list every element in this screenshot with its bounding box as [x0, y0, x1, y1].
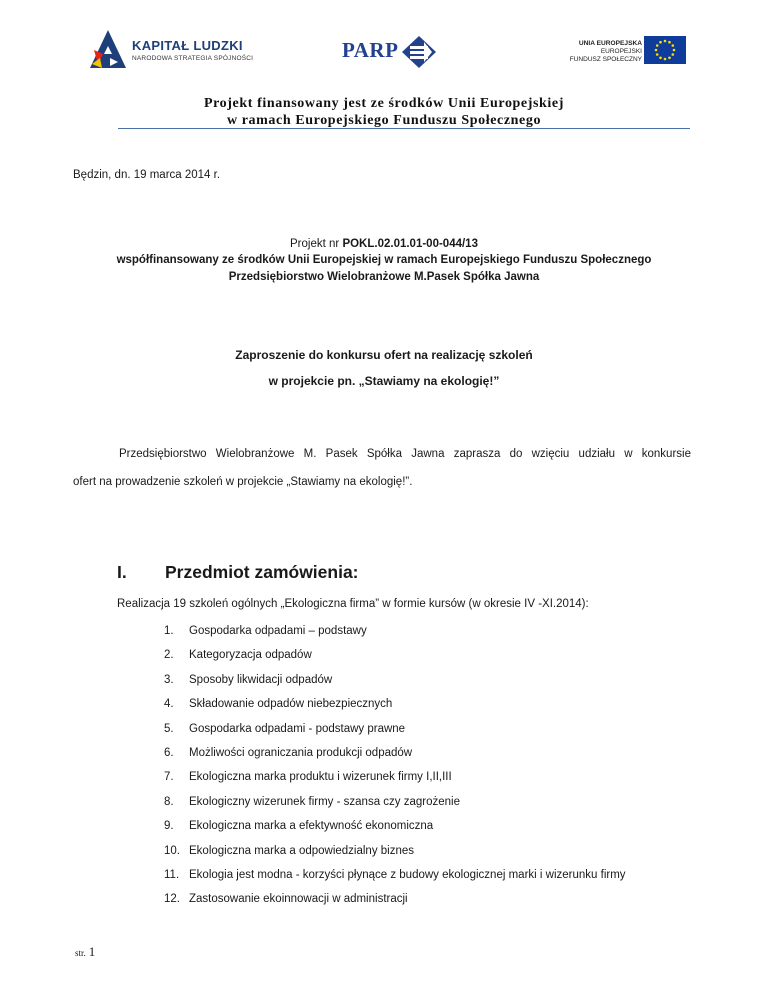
kapital-ludzki-subtitle: NARODOWA STRATEGIA SPÓJNOŚCI — [132, 55, 254, 62]
list-item-text: Składowanie odpadów niebezpiecznych — [189, 698, 393, 711]
list-item-number: 6. — [164, 746, 174, 759]
list-item-text: Ekologiczna marka a efektywność ekonomiczna — [189, 820, 434, 833]
list-item-number: 11. — [164, 868, 180, 881]
training-list — [164, 622, 626, 915]
list-item-number: 12. — [164, 893, 180, 906]
list-item-text: Zastosowanie ekoinnowacji w administracji — [189, 893, 408, 906]
header-divider — [118, 128, 690, 129]
list-item — [164, 622, 626, 646]
list-item-text: Kategoryzacja odpadów — [189, 649, 312, 662]
invitation-subtitle: w projekcie pn. „Stawiamy na ekologię!” — [268, 374, 500, 388]
list-item — [164, 720, 626, 744]
list-item-text: Możliwości ograniczania produkcji odpadów — [189, 746, 413, 759]
project-number: POKL.02.01.01-00-044/13 — [342, 238, 478, 250]
page-number: 1 — [88, 944, 96, 959]
list-item — [164, 768, 626, 792]
list-item — [164, 671, 626, 695]
list-item-number: 8. — [164, 795, 174, 808]
list-item-number: 10. — [164, 844, 180, 857]
list-item-number: 5. — [164, 722, 174, 735]
kapital-ludzki-title: KAPITAŁ LUDZKI — [132, 38, 243, 53]
funding-header — [0, 95, 768, 129]
page-footer — [75, 944, 95, 960]
kapital-ludzki-emblem-icon — [88, 28, 128, 72]
list-item-text: Ekologiczny wizerunek firmy - szansa czy zagrożenie — [189, 795, 460, 808]
eu-logo-text — [570, 40, 642, 64]
parp-logo-text: PARP — [342, 38, 399, 62]
section-title: Przedmiot zamówienia: — [165, 562, 359, 582]
parp-arrows-icon — [402, 36, 436, 68]
list-item-number: 1. — [164, 625, 174, 637]
intro-paragraph-line1: Przedsiębiorstwo Wielobranżowe M. Pasek Spółka Jawna zaprasza do wzięciu udziału w konkursie — [119, 448, 691, 460]
list-item-text: Ekologia jest modna - korzyści płynące z budowy ekologicznej marki i wizerunku firmy — [189, 868, 626, 881]
list-item-text: Sposoby likwidacji odpadów — [189, 673, 333, 686]
eu-flag-icon — [644, 36, 686, 64]
list-item-number: 2. — [164, 649, 174, 662]
list-item — [164, 744, 626, 768]
funding-header-line1: Projekt finansowany jest ze środków Unii Europejskiej — [203, 96, 565, 111]
invitation-title: Zaproszenie do konkursu ofert na realizację szkoleń — [235, 348, 533, 362]
intro-paragraph-line2: ofert na prowadzenie szkoleń w projekcie „Stawiamy na ekologię!”. — [73, 476, 413, 488]
section-number: I. — [117, 562, 127, 582]
list-item-text: Ekologiczna marka produktu i wizerunek firmy I,II,III — [189, 771, 452, 784]
project-company-line: Przedsiębiorstwo Wielobranżowe M.Pasek Spółka Jawna — [228, 271, 540, 283]
date-line: Będzin, dn. 19 marca 2014 r. — [73, 169, 221, 181]
footer-label: str. — [75, 948, 86, 958]
parp-logo — [342, 36, 442, 70]
list-item-text: Gospodarka odpadami – podstawy — [189, 625, 367, 637]
eu-line3: FUNDUSZ SPOŁECZNY — [569, 56, 642, 63]
eu-logo — [556, 36, 688, 70]
eu-line2: EUROPEJSKI — [600, 48, 642, 55]
list-item-text: Gospodarka odpadami - podstawy prawne — [189, 722, 406, 735]
list-item-text: Ekologiczna marka a odpowiedzialny biznes — [189, 844, 415, 857]
list-item — [164, 842, 626, 866]
project-prefix: Projekt nr — [290, 238, 343, 250]
list-item — [164, 890, 626, 914]
kapital-ludzki-logo — [88, 28, 258, 72]
list-item — [164, 817, 626, 841]
list-item — [164, 646, 626, 670]
funding-header-line2: w ramach Europejskiego Funduszu Społecznego — [226, 113, 542, 128]
list-item — [164, 793, 626, 817]
list-item-number: 3. — [164, 673, 174, 686]
eu-line1: UNIA EUROPEJSKA — [578, 40, 642, 47]
list-item-number: 7. — [164, 771, 174, 784]
list-item — [164, 695, 626, 719]
section-intro: Realizacja 19 szkoleń ogólnych „Ekologiczna firma” w formie kursów (w okresie IV -XI.2014): — [117, 598, 589, 610]
list-item-number: 4. — [164, 698, 174, 711]
list-item — [164, 866, 626, 890]
list-item-number: 9. — [164, 820, 174, 833]
project-cofinanced-line: współfinansowany ze środków Unii Europejskiej w ramach Europejskiego Funduszu Społecznego — [116, 254, 652, 266]
